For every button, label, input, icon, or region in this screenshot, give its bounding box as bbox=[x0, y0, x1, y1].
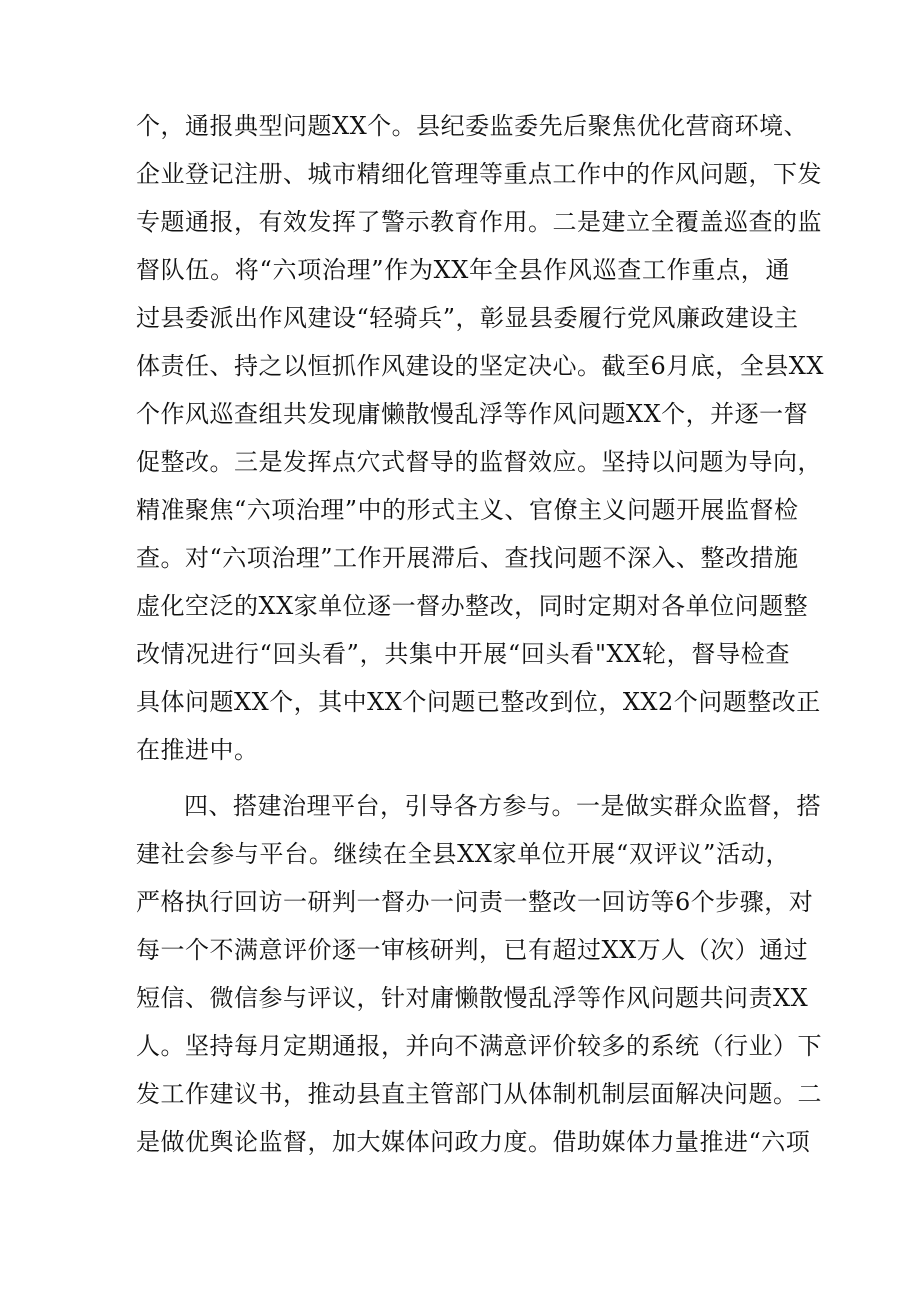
paragraph-2-line-2: 建社会参与平台。继续在全县XX家单位开展“双评议”活动， bbox=[136, 840, 790, 868]
paragraph-1-line-2: 企业登记注册、城市精细化管理等重点工作中的作风问题，下发 bbox=[136, 160, 822, 188]
paragraph-2-line-7: 发工作建议书，推动县直主管部门从体制机制层面解决问题。二 bbox=[136, 1080, 822, 1108]
paragraph-1-line-10: 查。对“六项治理”工作开展滞后、查找问题不深入、整改措施 bbox=[136, 544, 799, 572]
paragraph-1-line-11: 虚化空泛的XX家单位逐一督办整改，同时定期对各单位问题整 bbox=[136, 592, 809, 620]
paragraph-1-line-8: 促整改。三是发挥点穴式督导的监督效应。坚持以问题为导向， bbox=[136, 448, 822, 476]
paragraph-2-line-5: 短信、微信参与评议，针对庸懒散慢乱浮等作风问题共问责XX bbox=[136, 984, 809, 1012]
paragraph-1-line-9: 精准聚焦“六项治理”中的形式主义、官僚主义问题开展监督检 bbox=[136, 496, 799, 524]
paragraph-2-line-4: 每一个不满意评价逐一审核研判，已有超过XX万人（次）通过 bbox=[136, 936, 809, 964]
paragraph-1-line-14: 在推进中。 bbox=[136, 736, 259, 764]
paragraph-1-line-3: 专题通报，有效发挥了警示教育作用。二是建立全覆盖巡查的监 bbox=[136, 208, 822, 236]
paragraph-1-line-6: 体责任、持之以恒抓作风建设的坚定决心。截至6月底，全县XX bbox=[136, 352, 824, 380]
paragraph-2-line-6: 人。坚持每月定期通报，并向不满意评价较多的系统（行业）下 bbox=[136, 1032, 822, 1060]
paragraph-2-line-8: 是做优舆论监督，加大媒体问政力度。借助媒体力量推进“六项 bbox=[136, 1128, 811, 1156]
paragraph-2-line-3: 严格执行回访一研判一督办一问责一整改一回访等6个步骤，对 bbox=[136, 888, 814, 916]
paragraph-1-line-13: 具体问题XX个，其中XX个问题已整改到位，XX2个问题整改正 bbox=[136, 688, 821, 716]
paragraph-1-line-1: 个，通报典型问题XX个。县纪委监委先后聚焦优化营商环境、 bbox=[136, 112, 809, 140]
paragraph-1-line-5: 过县委派出作风建设“轻骑兵”，彰显县委履行党风廉政建设主 bbox=[136, 304, 799, 332]
paragraph-1-line-12: 改情况进行“回头看”，共集中开展“回头看"XX轮，督导检查 bbox=[136, 640, 790, 668]
paragraph-1-line-4: 督队伍。将“六项治理”作为XX年全县作风巡查工作重点，通 bbox=[136, 256, 790, 284]
paragraph-2-line-1: 四、搭建治理平台，引导各方参与。一是做实群众监督，搭 bbox=[184, 792, 821, 820]
paragraph-1-line-7: 个作风巡查组共发现庸懒散慢乱浮等作风问题XX个，并逐一督 bbox=[136, 400, 809, 428]
